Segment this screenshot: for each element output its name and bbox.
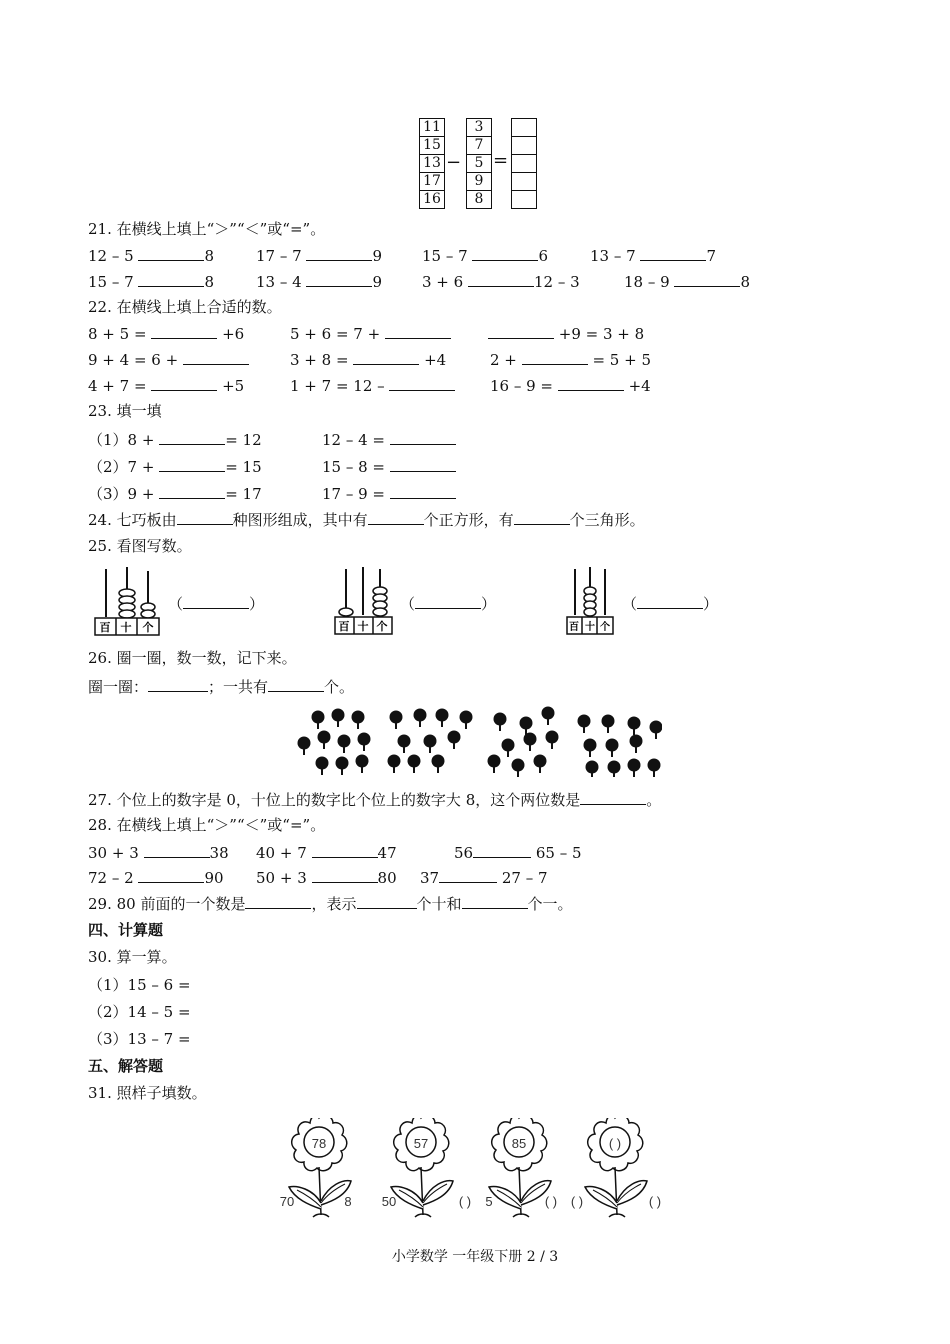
expr: +4 [424, 351, 447, 369]
answer-cell[interactable] [512, 119, 536, 137]
minus-sign: − [446, 152, 462, 173]
answer-blank[interactable] [522, 349, 588, 365]
place-label: 个 [142, 621, 154, 634]
q29-text: ，表示 [311, 895, 357, 913]
expr: 8 [740, 273, 750, 291]
expr: 18 – 9 [624, 273, 670, 291]
expr: = 5 + 5 [592, 351, 651, 369]
subtrahend-column [466, 118, 492, 209]
expr: 40 + 7 [256, 844, 307, 862]
answer-blank[interactable] [640, 245, 706, 261]
expr: 2 + [490, 351, 517, 369]
answer-blank[interactable] [390, 429, 456, 445]
expr: 30 + 3 [88, 844, 139, 862]
q22-row-3 [88, 375, 788, 395]
answer-blank[interactable] [390, 483, 456, 499]
flower-left-number: 70 [279, 1194, 295, 1209]
q22-title: 22. 在横线上填上合适的数。 [88, 298, 282, 316]
expr: 80 [377, 869, 397, 887]
expr: 17 – 7 [256, 247, 302, 265]
q23-row-3 [88, 483, 788, 503]
expr: 4 + 7 = [88, 377, 147, 395]
q23-row-2 [88, 456, 788, 476]
q30-item: （1）15 – 6 = [88, 976, 191, 994]
answer-blank[interactable] [138, 245, 204, 261]
minuend-cell: 11 [420, 119, 444, 137]
flower-right-number: 8 [344, 1194, 352, 1209]
expr: （1）8 + [88, 431, 155, 449]
q21-row-1 [88, 245, 788, 265]
expr: 9 [372, 247, 382, 265]
answer-cell[interactable] [512, 173, 536, 191]
page-footer: 小学数学 一年级下册 2 / 3 [391, 1249, 559, 1265]
section-heading-5: 五、解答题 [88, 1057, 164, 1075]
expr: 13 – 4 [256, 273, 302, 291]
q26-answer-line [88, 676, 354, 697]
answer-cell[interactable] [512, 191, 536, 208]
expr: = 15 [225, 458, 262, 476]
q26-title: 26. 圈一圈，数一数，记下来。 [88, 649, 297, 667]
expr: 38 [209, 844, 229, 862]
answer-blank[interactable] [462, 893, 528, 909]
q24-text: 24. 七巧板由 [88, 511, 177, 529]
answer-cell[interactable] [512, 155, 536, 173]
expr: = 17 [225, 485, 262, 503]
answer-blank[interactable] [472, 245, 538, 261]
q28-row-1 [88, 842, 688, 862]
expr: 12 – 3 [533, 273, 580, 291]
expr: 15 – 7 [422, 247, 468, 265]
answer-blank[interactable] [306, 271, 372, 287]
answer-blank[interactable] [183, 349, 249, 365]
subtrahend-cell: 8 [474, 191, 484, 207]
answer-blank[interactable] [558, 375, 624, 391]
q29 [88, 893, 573, 914]
answer-blank[interactable] [385, 323, 451, 339]
answer-blank[interactable] [368, 509, 424, 525]
abacus-1-answer [168, 593, 264, 613]
flower-center-number: 57 [413, 1136, 429, 1151]
answer-blank[interactable] [151, 323, 217, 339]
subtrahend-cell: 9 [467, 173, 491, 191]
paren: ） [703, 595, 719, 613]
paren: （ [400, 595, 416, 613]
answer-blank[interactable] [415, 593, 481, 609]
answer-blank[interactable] [138, 271, 204, 287]
expr: 50 + 3 [256, 869, 307, 887]
expr: 15 – 8 = [322, 458, 386, 476]
expr: 17 – 9 = [322, 485, 386, 503]
place-label: 十 [585, 622, 595, 633]
answer-blank[interactable] [468, 271, 534, 287]
expr: 6 [538, 247, 548, 265]
place-label: 百 [338, 620, 350, 633]
abacus-2 [332, 565, 394, 637]
minuend-cell: 17 [420, 173, 444, 191]
abacus-2-answer [400, 593, 496, 613]
answer-blank[interactable] [177, 509, 233, 525]
answer-blank[interactable] [514, 509, 570, 525]
expr: 8 [204, 247, 214, 265]
minuend-cell: 15 [420, 137, 444, 155]
abacus-3-answer [622, 593, 718, 613]
subtrahend-cell: 7 [467, 137, 491, 155]
expr: 1 + 7 = 12 – [290, 377, 385, 395]
paren: ） [481, 595, 497, 613]
answer-blank[interactable] [144, 842, 210, 858]
minuend-column [419, 118, 445, 209]
abacus-3 [565, 565, 615, 637]
subtrahend-cell: 3 [467, 119, 491, 137]
expr: 8 [204, 273, 214, 291]
expr: （2）7 + [88, 458, 155, 476]
q28-row-2 [88, 867, 688, 887]
equals-sign: = [493, 150, 509, 171]
flower-left-number: 50 [381, 1194, 397, 1209]
q27-text: 。 [646, 791, 662, 809]
answer-blank[interactable] [245, 893, 311, 909]
answer-blank[interactable] [138, 867, 204, 883]
answer-blank[interactable] [353, 349, 419, 365]
flower-left-blank[interactable]: ( ) [570, 1194, 584, 1209]
place-label: 个 [376, 620, 388, 633]
answer-blank[interactable] [390, 456, 456, 472]
q31-title: 31. 照样子填数。 [88, 1084, 207, 1102]
q26-text: ；一共有 [208, 678, 269, 696]
expr: 8 + 5 = [88, 325, 147, 343]
paren: （ [168, 595, 184, 613]
answer-blank[interactable] [389, 375, 455, 391]
q26-text: 个。 [324, 678, 355, 696]
expr: 65 – 5 [535, 844, 582, 862]
trees-picture [292, 705, 662, 777]
q30-item: （2）14 – 5 = [88, 1003, 191, 1021]
q30-item: （3）13 – 7 = [88, 1030, 191, 1048]
expr: 37 [420, 869, 440, 887]
answer-blank[interactable] [159, 483, 225, 499]
section-heading-4: 四、计算题 [88, 921, 164, 939]
place-label: 十 [120, 621, 132, 634]
q22-row-2 [88, 349, 788, 369]
flower-right-blank[interactable]: ( ) [544, 1194, 558, 1209]
expr: 9 + 4 = 6 + [88, 351, 179, 369]
answer-blank[interactable] [306, 245, 372, 261]
abacus-1 [90, 565, 160, 637]
answer-column [511, 118, 537, 209]
answer-blank[interactable] [674, 271, 740, 287]
q24 [88, 509, 645, 530]
paren: ） [249, 595, 265, 613]
expr: 3 + 8 = [290, 351, 349, 369]
expr: 47 [377, 844, 397, 862]
flower-center-blank[interactable]: ( ) [608, 1136, 622, 1151]
flower-center-number: 78 [311, 1136, 327, 1151]
q24-text: 个三角形。 [569, 511, 645, 529]
expr: = 12 [225, 431, 262, 449]
place-label: 十 [357, 620, 369, 633]
expr: 3 + 6 [422, 273, 464, 291]
q21-row-2 [88, 271, 788, 291]
answer-blank[interactable] [268, 676, 324, 692]
expr: 16 – 9 = [490, 377, 554, 395]
flower-right-blank[interactable]: ( ) [648, 1194, 662, 1209]
expr: （3）9 + [88, 485, 155, 503]
answer-blank[interactable] [312, 842, 378, 858]
q27 [88, 789, 661, 810]
answer-blank[interactable] [148, 676, 208, 692]
answer-blank[interactable] [488, 323, 554, 339]
expr: 12 – 5 [88, 247, 134, 265]
q29-text: 个十和 [416, 895, 462, 913]
place-label: 百 [569, 622, 579, 633]
expr: 9 [372, 273, 382, 291]
flower-center-number: 85 [511, 1136, 527, 1151]
expr: 7 [706, 247, 716, 265]
place-label: 百 [99, 621, 111, 634]
flowers-picture [275, 1118, 695, 1218]
expr: 72 – 2 [88, 869, 134, 887]
subtrahend-cell: 5 [467, 155, 491, 173]
minuend-cell: 13 [420, 155, 444, 173]
expr: 5 + 6 = 7 + [290, 325, 381, 343]
answer-blank[interactable] [151, 375, 217, 391]
q27-text: 27. 个位上的数字是 0，十位上的数字比个位上的数字大 8，这个两位数是 [88, 791, 581, 809]
answer-blank[interactable] [637, 593, 703, 609]
q30-title: 30. 算一算。 [88, 948, 177, 966]
q25-title: 25. 看图写数。 [88, 537, 192, 555]
answer-blank[interactable] [312, 867, 378, 883]
q24-text: 种图形组成，其中有 [232, 511, 368, 529]
answer-blank[interactable] [580, 789, 646, 805]
q28-title: 28. 在横线上填上“＞”“＜”或“=”。 [88, 816, 326, 834]
place-label: 个 [600, 622, 610, 633]
minuend-cell: 16 [423, 191, 441, 207]
expr: 90 [204, 869, 224, 887]
expr: 13 – 7 [590, 247, 636, 265]
answer-blank[interactable] [439, 867, 497, 883]
answer-cell[interactable] [512, 137, 536, 155]
expr: +9 = 3 + 8 [558, 325, 645, 343]
expr: +6 [222, 325, 245, 343]
expr: 56 [454, 844, 474, 862]
expr: 15 – 7 [88, 273, 134, 291]
q21-title: 21. 在横线上填上“＞”“＜”或“=”。 [88, 220, 326, 238]
answer-blank[interactable] [159, 456, 225, 472]
answer-blank[interactable] [183, 593, 249, 609]
flower-right-blank[interactable]: ( ) [458, 1194, 472, 1209]
answer-blank[interactable] [159, 429, 225, 445]
q22-row-1 [88, 323, 788, 343]
answer-blank[interactable] [357, 893, 417, 909]
answer-blank[interactable] [473, 842, 531, 858]
q23-title: 23. 填一填 [88, 402, 162, 420]
q23-row-1 [88, 429, 788, 449]
paren: （ [622, 595, 638, 613]
q24-text: 个正方形，有 [423, 511, 514, 529]
flower-left-number: 5 [485, 1194, 493, 1209]
q26-text: 圈一圈： [88, 678, 149, 696]
q29-text: 个一。 [527, 895, 573, 913]
q29-text: 29. 80 前面的一个数是 [88, 895, 246, 913]
expr: +5 [222, 377, 245, 395]
expr: 12 – 4 = [322, 431, 386, 449]
expr: 27 – 7 [501, 869, 548, 887]
expr: +4 [628, 377, 651, 395]
